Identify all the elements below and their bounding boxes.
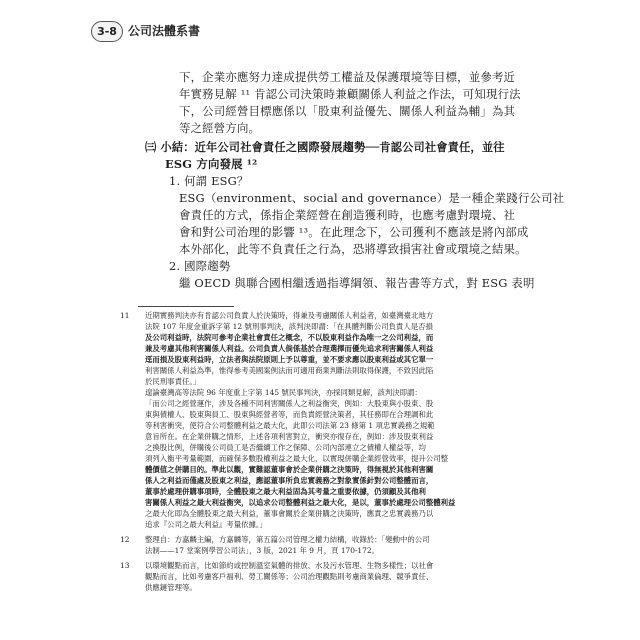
- footnote-line: 法制——17 堂案例學習公司法」，3 版，2021 年 9 月，頁 170-172。: [145, 546, 379, 555]
- footnote-line: 意旨所在。在企業併購之情形，上述各項利害對立，衝突亦復存在，例如：涉及股東利益: [145, 432, 434, 441]
- body-line: 年實務見解 ¹¹ 肯認公司決策時兼顧關係人利益之作法，可知現行法: [179, 87, 521, 101]
- footnote-line: 兼及考慮其他利害關係人利益。公司負責人倘係基於合理選擇而優先追求利害關係人利益: [145, 344, 434, 353]
- body-line: 本外部化，此等不負責任之行為，恐將導致損害社會或環境之結果。: [179, 242, 527, 256]
- running-title: 公司法體系書: [128, 24, 201, 38]
- item-heading: 2. 國際趨勢: [169, 259, 231, 273]
- body-line: 繼 OECD 與聯合國相繼透過指導綱領、報告書等方式，對 ESG 表明: [179, 276, 535, 290]
- footnote-line: 害關係人利益之最大利益衡突，以追求公司整體利益之最大化，是以，董事於處理公司整體利益: [145, 498, 456, 507]
- body-line: 會責任的方式，係指企業經營在創造獲利時，也應考慮對環境、社: [179, 208, 516, 222]
- body-line: 等之經營方向。: [179, 121, 261, 135]
- footnote-line: 東與債權人、股東與員工、股東與經營者等，而負責經營決策者，其任務即在合理調和此: [145, 410, 434, 419]
- footnote-line: 須列入衡平考量範圍，而確保多數股權利益之最大化，以實現併購企業經營效率，提升公司整: [145, 454, 449, 463]
- footnote-line: 「而公司之經營運作，涉及各種不同利害關係人之利益衡突，例如：大股東與小股東、股: [145, 399, 434, 408]
- footnote-line: 供應鏈管理等。: [145, 583, 197, 592]
- footnote-line: 於民刑事責任。」: [145, 377, 201, 386]
- body-line: 下，公司經營目標應係以「股東利益優先、關係人利益為輔」為其: [179, 104, 516, 118]
- footnote-line: 體價值之併購目的。準此以觀，實難認董事會於企業併購之決策時，得無視於其他利害關: [145, 465, 434, 474]
- section-heading: ㈢ 小結：近年公司社會責任之國際發展趨勢──肯認公司社會責任，並往: [145, 140, 505, 154]
- footnote-line: 利害關係人利益為準，惟得參考美國案例法而可適用商業判斷法則取得保護，不致因此陷: [145, 366, 434, 375]
- footnote-line: 之最大化即為全體股東之最大利益，董事會關於企業併購之決策時，應責之忠實義務乃以: [145, 509, 434, 518]
- item-heading: 1. 何謂 ESG？: [169, 174, 249, 188]
- footnote-line: 近期實務判決亦有肯認公司負責人於決策時，得兼及考慮關係人利益者，如臺灣臺北地方: [145, 311, 434, 320]
- body-line: 會和對公司治理的影響 ¹³。在此理念下，公司獲利不應該是將內部成: [179, 225, 529, 239]
- footnote-line: 觀點而言，比如考慮客戶福利、勞工關係等；公司治理觀點則考慮商業倫理、競爭責任、: [145, 572, 434, 581]
- footnote-number: 12: [120, 535, 130, 544]
- footnote-line: 整理自：方嘉麟主編，方嘉麟等，第五篇公司管理之權力結構，收錄於：「變動中的公司: [145, 535, 430, 544]
- page-number-badge: 3-8: [91, 21, 123, 42]
- footnote-line: 等利害衝突，使符合公司整體利益之最大化，此即公司法第 23 條第 1 項忠實義務之規範: [145, 421, 435, 430]
- footnote-line: 遑論臺灣高等法院 96 年度重上字第 145 號民事判決，亦採同類見解，該判決即謂：: [145, 388, 422, 397]
- footnote-line: 係人之利益而僅處及股東之利益，應認董事所負忠實義務之對象實係針對公司整體而言，: [145, 476, 434, 485]
- footnote-line: 追求『公司之最大利益』考量依據。」: [145, 520, 267, 529]
- footnote-number: 11: [120, 311, 130, 320]
- footnote-line: 以環境觀點而言，比如節約或控制溫室氣體的排放、水及污水管理、生物多樣性；以社會: [145, 561, 434, 570]
- footnote-line: 之換股比例，併購後公司員工是否繼續工作之保障、公司內部連立之債權人權益等，均: [145, 443, 426, 452]
- footnote-line: 法院 107 年度金重訴字第 12 號刑事判決，該判決即謂：「在具體判斷公司負責人是否損: [145, 322, 433, 331]
- footnote-line: 逕而損及股東利益時，立法者與法院原則上予以尊重，並不要求應以股東利益或其它單一: [145, 355, 434, 364]
- footnote-number: 13: [120, 561, 130, 570]
- footnote-line: 董事於處理併購事項時，全體股東之最大利益固為其考量之重要依據，仍須顧及其他利: [145, 487, 426, 496]
- body-line: 下，企業亦應努力達成提供勞工權益及保護環境等目標，並參考近: [179, 70, 516, 84]
- body-line: ESG（environment、social and governance）是一種企業踐行公司社: [179, 191, 565, 205]
- footnote-divider: [138, 306, 234, 307]
- section-heading-cont: ESG 方向發展 ¹²: [165, 157, 258, 171]
- footnote-line: 及公司利益時，法院可參考企業社會責任之概念，不以股東利益作為唯一之公司利益，而: [145, 333, 434, 342]
